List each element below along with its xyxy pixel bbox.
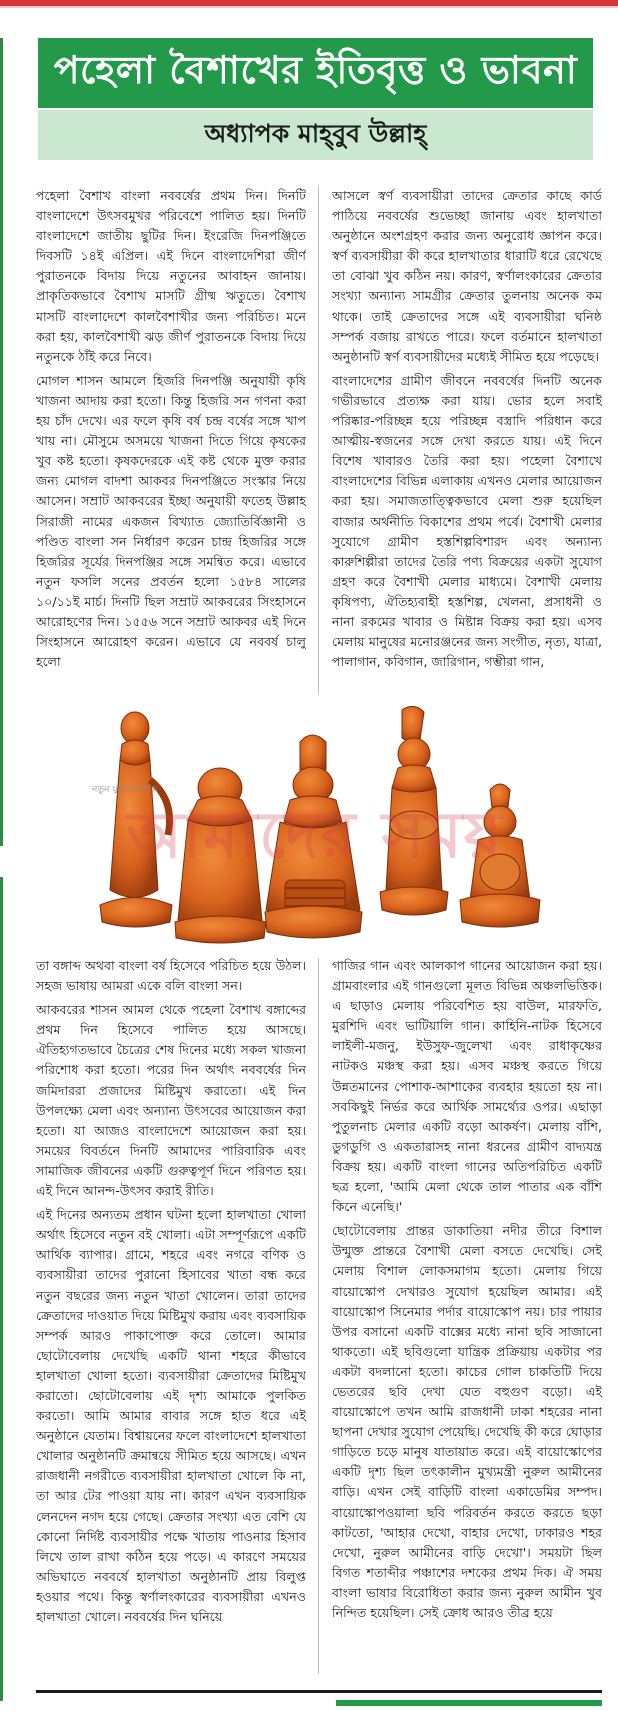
article-title: পহেলা বৈশাখের ইতিবৃত্ত ও ভাবনা bbox=[53, 48, 578, 92]
paragraph: বাংলাদেশের গ্রামীণ জীবনে নববর্ষের দিনটি অনেক গভীরভাবে প্রত্যক্ষ করা যায়। ভোর হলে সবাই পরিষ্কার-পরিচ্ছন্ন হয়ে পরিচ্ছন্ন বস্ত্রাদি পরিধান করে আত্মীয়-স্বজনের সঙ্গে দেখা করতে যায়। এই দিনে বিশেষ খাবারও তৈরি করা হয়। পহেলা বৈশাখে বাংলাদেশের বিভিন্ন এলাকায় এখনও মেলার আয়োজন করা হয়। সমাজতাত্ত্বিকভাবে মেলা শুরু হয়েছিল বাজার অর্থনীতি বিকাশের প্রথম পর্বে। বৈশাখী মেলার সুযোগে গ্রামীণ হস্তশিল্পবিশারদ এবং অন্যান্য কারুশিল্পীরা তাদের তৈরি পণ্য বিক্রয়ের একটা সুযোগ গ্রহণ করে বৈশাখী মেলার মাধ্যমে। বৈশাখী মেলায় কৃষিপণ্য, ঐতিহ্যবাহী হস্তশিল্প, খেলনা, প্রসাধনী ও নানা রকমের খাবার ও মিষ্টান্ন বিক্রয় করা হয়। এসব মেলায় মানুষের মনোরঞ্জনের জন্য সংগীত, নৃত্য, যাত্রা, পালাগান, কবিগান, জারিগান, গম্ভীরা গান, bbox=[332, 372, 602, 670]
paragraph: তা বঙ্গাব্দ অথবা বাংলা বর্ষ হিসেবে পরিচিত হয়ে উঠল। সহজ ভাষায় আমরা একে বলি বাংলা সন। bbox=[36, 958, 306, 994]
column-2 bbox=[332, 186, 602, 696]
watermark-tagline: নতুন যুগের কাগজ bbox=[92, 785, 158, 795]
left-side-rule-bottom bbox=[0, 877, 3, 1701]
column-1 bbox=[36, 186, 306, 696]
byline-bar bbox=[38, 110, 593, 160]
bottom-rule bbox=[36, 1690, 602, 1693]
column-divider-top bbox=[318, 186, 319, 694]
title-bar bbox=[38, 38, 593, 108]
paragraph: এই দিনের অন্যতম প্রধান ঘটনা হলো হালখাতা খোলা অর্থাৎ হিসেবে নতুন বই খোলা। এটা সম্পূর্ণরূপে একটি আর্থিক ব্যাপার। গ্রামে, শহরে এবং নগরে বণিক ও ব্যবসায়ীরা তাদের পুরানো হিসাবের খাতা বন্ধ করে নতুন বছরের জন্য নতুন খাতা খোলেন। তারা তাদের ক্রেতাদের দাওয়াত দিয়ে মিষ্টিমুখ করায় এবং ব্যবসায়িক সম্পর্ক আরও পাকাপোক্ত করে তোলে। আমার ছোটোবেলায় দেখেছি একটি থানা শহরে কীভাবে হালখাতা খোলা হতো। ব্যবসায়ীরা ক্রেতাদের মিষ্টিমুখ করাতো। ছোটোবেলায় এই দৃশ্য আমাকে পুলকিত করতো। আমি আমার বাবার সঙ্গে হাত ধরে এই অনুষ্ঠানে যেতাম। বিশ্বায়নের ফলে বাংলাদেশে হালখাতা খোলার অনুষ্ঠানটি ক্রমান্বয়ে সীমিত হয়ে আসছে। এখন রাজধানী নগরীতে ব্যবসায়ীরা হালখাতা খোলে কি না, তা আর টের পাওয়া যায় না। কারণ এখন ব্যবসায়িক লেনদেন নগদ হয়ে গেছে। ক্রেতার সংখ্যা এত বেশি যে কোনো নির্দিষ্ট ব্যবসায়ীর পক্ষে খাতায় পাওনার হিসাব লিখে তাল রাখা কঠিন হয়ে পড়ে। এ কারণে সময়ের অভিঘাতে নববর্ষে হালখাতা অনুষ্ঠানটি প্রায় বিলুপ্ত হওয়ার পথে। কিন্তু স্বর্ণালংকারের ব্যবসায়ীরা এখনও হালখাতা খোলে। নববর্ষের দিন ঘনিয়ে bbox=[36, 1207, 306, 1624]
bottom-accent-rule bbox=[336, 1700, 602, 1706]
left-side-rule-top bbox=[0, 38, 3, 846]
figurine-3 bbox=[265, 735, 362, 938]
paragraph: আসলে স্বর্ণ ব্যবসায়ীরা তাদের ক্রেতার কাছে কার্ড পাঠিয়ে নববর্ষের শুভেচ্ছা জানায় এবং হালখাতা অনুষ্ঠানে অংশগ্রহণ করার জন্য অনুরোধ জ্ঞাপন করে। স্বর্ণ ব্যবসায়ীরা কী করে হালখাতার ধারাটি ধরে রেখেছে তা বোঝা খুব কঠিন নয়। কারণ, স্বর্ণালংকারের ক্রেতার সংখ্যা অন্যান্য সামগ্রীর ক্রেতার তুলনায় অনেক কম থাকে। তাই ক্রেতাদের সঙ্গে এই ব্যবসায়ীরা ঘনিষ্ঠ সম্পর্ক বজায় রাখতে পারে। ফলে বর্তমানে হালখাতা অনুষ্ঠানটি স্বর্ণ ব্যবসায়ীদের মধ্যেই সীমিত হয়ে পড়েছে। bbox=[332, 188, 602, 364]
terracotta-figurines-illustration bbox=[80, 700, 550, 950]
paragraph: গাজির গান এবং আলকাপ গানের আয়োজন করা হয়। গ্রামবাংলার এই গানগুলো মূলত বিভিন্ন অঞ্চলভিত্তিক। এ ছাড়াও মেলায় পরিবেশিত হয় বাউল, মারফতি, মুরশিদি এবং ভাটিয়ালি গান। কাহিনি-নাটক হিসেবে লাইলী-মজনু, ইউসুফ-জুলেখা এবং রাধাকৃষ্ণের নাটকও মঞ্চস্থ করা হয়। এসব মঞ্চস্থ করতে গিয়ে উন্নতমানের পোশাক-আশাকের ব্যবহার হয়তো হয় না। সবকিছুই নির্ভর করে আর্থিক সামর্থ্যের ওপর। এছাড়া পুতুলনাচ মেলার একটি বড়ো আকর্ষণ। মেলায় বাঁশি, ডুগডুগি ও একতারাসহ নানা ধরনের গ্রামীণ বাদ্যযন্ত্র বিক্রয় হয়। একটি বাংলা গানের অতিপরিচিত একটি ছত্র হলো, 'আমি মেলা থেকে তাল পাতার এক বাঁশি কিনে এনেছি।' bbox=[332, 958, 602, 1215]
paragraph: মোগল শাসন আমলে হিজরি দিনপঞ্জি অনুযায়ী কৃষি খাজনা আদায় করা হতো। কিন্তু হিজরি সন গণনা করা হয় চাঁদ দেখে। এর ফলে কৃষি বর্ষ চন্দ্র বর্ষের সঙ্গে খাপ খায় না। মৌসুমে অসময়ে খাজনা দিতে গিয়ে কৃষকের খুব কষ্ট হতো। কৃষকদেরকে এই কষ্ট থেকে মুক্ত করার জন্য মোগল বাদশা আকবর দিনপঞ্জিতে সংস্কার নিয়ে আসেন। সম্রাট আকবরের ইচ্ছা অনুযায়ী ফতেহ উল্লাহ সিরাজী নামের একজন বিখ্যাত জ্যোতির্বিজ্ঞানী ও পণ্ডিত বাংলা সন নির্ধারণ করেন চান্দ্র হিজরির সঙ্গে হিজরির সূর্যের দিনপঞ্জির সঙ্গে সমন্বিত করে। এভাবে নতুন ফসলি সনের প্রবর্তন হলো ১৫৮৪ সালের ১০/১১ই মার্চ। দিনটি ছিল সম্রাট আকবরের সিংহাসনে আরোহণের দিন। ১৫৫৬ সনে সম্রাট আকবর এই দিনে সিংহাসনে আরোহণ করেন। এভাবে যে নববর্ষ চালু হলো bbox=[36, 372, 306, 670]
column-3 bbox=[36, 956, 306, 1676]
article-byline: অধ্যাপক মাহ্‌বুব উল্লাহ্‌ bbox=[204, 118, 427, 148]
paragraph: আকবরের শাসন আমল থেকে পহেলা বৈশাখ বঙ্গাব্দের প্রথম দিন হিসেবে পালিত হয়ে আসছে। ঐতিহ্যগতভাবে চৈত্রের শেষ দিনের মধ্যে সকল খাজনা পরিশোধ করা হতো। পরের দিন অর্থাৎ নববর্ষের দিন জমিদাররা প্রজাদের মিষ্টিমুখ করাতো। এই দিন উপলক্ষ্যে মেলা এবং অন্যান্য উৎসবের আয়োজন করা হতো। যা আজও বাংলাদেশে আয়োজন করা হয়। সময়ের বিবর্তনে দিনটি আমাদের পারিবারিক এবং সামাজিক জীবনের একটি গুরুত্বপূর্ণ দিনে পরিণত হয়। এই দিনে আনন্দ-উৎসব করাই রীতি। bbox=[36, 1002, 306, 1199]
figurine-5 bbox=[460, 784, 540, 927]
figurine-2 bbox=[175, 768, 266, 943]
paragraph: ছোটোবেলায় প্রান্তর ডাকাতিয়া নদীর তীরে বিশাল উন্মুক্ত প্রান্তরে বৈশাখী মেলা বসতে দেখেছি। সেই মেলায় বিশাল লোকসমাগম হতো। মেলায় গিয়ে বায়োস্কোপ দেখারও সুযোগ হয়েছিল আমার। এই বায়োস্কোপ সিনেমার পর্দার বায়োস্কোপ নয়। চার পায়ার উপর বসানো একটি বাক্সের মধ্যে নানা ছবি সাজানো থাকতো। এই ছবিগুলো যান্ত্রিক প্রক্রিয়ায় একটার পর একটা বদলানো হতো। কাচের গোল চাকতিটি দিয়ে ভেতরের ছবি দেখা যেত বহুগুণ বড়ো। এই বায়োস্কোপে তখন আমি রাজধানী ঢাকা শহরের নানা ছাপনা দেখার সুযোগ পেয়েছি। দেখেছি কী করে ঘোড়ার গাড়িতে চড়ে মানুষ যাতায়াত করে। এই বায়োস্কোপের একটি দৃশ্য ছিল তৎকালীন মুখ্যমন্ত্রী নুরুল আমীনের বাড়ি। এখন সেই বাড়িটি বাংলা একাডেমির সম্পদ। বায়োস্কোপওয়ালা ছবি পরিবর্তন করতে করতে ছড়া কাটতো, 'আহার দেখো, বাহার দেখো, ঢাকারও শহর দেখো, নুরুল আমীনের বাড়ি দেখো'। সময়টা ছিল বিগত শতাব্দীর পঞ্চাশের দশকের প্রথম দিক। ঐ সময় বাংলা ভাষার বিরোধিতা করার জন্য নুরুল আমীন খুব নিন্দিত হয়েছিল। সেই ক্রোধ আরও তীব্র হয়ে bbox=[332, 1223, 602, 1620]
column-4 bbox=[332, 956, 602, 1676]
figurine-1 bbox=[100, 712, 172, 927]
paragraph: পহেলা বৈশাখ বাংলা নববর্ষের প্রথম দিন। দিনটি বাংলাদেশে উৎসবমুখর পরিবেশে পালিত হয়। দিনটি বাংলাদেশে জাতীয় ছুটির দিন। ইংরেজি দিনপঞ্জিতে দিবসটি ১৪ই এপ্রিল। এই দিনে বাংলাদেশিরা জীর্ণ পুরাতনকে বিদায় দিয়ে নতুনের আবাহন জানায়। প্রাকৃতিকভাবে বৈশাখ মাসটি গ্রীষ্ম ঋতুতে। বৈশাখ মাসটি বাংলাদেশে কালবৈশাখীর জন্য পরিচিত। মনে করা হয়, কালবৈশাখী ঝড় জীর্ণ পুরাতনকে বিদায় দিয়ে নতুনকে ঠাঁই করে নিবে। bbox=[36, 188, 306, 364]
column-divider-bottom bbox=[318, 958, 319, 1674]
figurine-4 bbox=[380, 706, 448, 915]
watermark-logo-text: আমাদের সময় bbox=[126, 798, 504, 873]
top-rule-inner bbox=[0, 6, 618, 8]
